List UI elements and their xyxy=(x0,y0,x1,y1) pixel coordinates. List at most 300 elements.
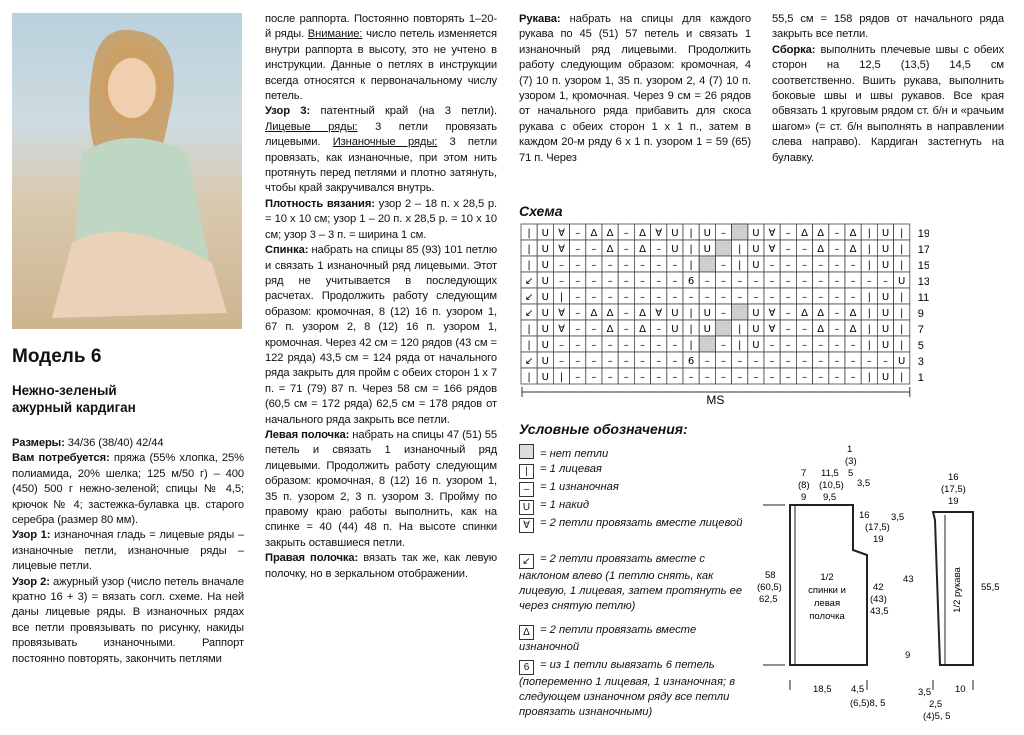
chart-symbol: – xyxy=(721,356,726,367)
chart-symbol: – xyxy=(769,340,775,351)
chart-symbol: U xyxy=(541,308,549,319)
chart-symbol: – xyxy=(721,260,726,271)
chart-symbol: – xyxy=(623,340,629,351)
uzor3-label: Узор 3: xyxy=(265,105,311,118)
chart-symbol: – xyxy=(834,228,840,239)
chart-symbol: – xyxy=(834,372,840,383)
chart-symbol: ↙ xyxy=(524,308,534,319)
dim-9: 9 xyxy=(905,650,911,661)
chart-symbol: – xyxy=(640,260,645,271)
need-value: пряжа (55% хлопка, 25% полиамида, 20% шелка; 125 м/50 г) – 400 (450) 500 г нежно-зеленой; спицы № 4,5; крючок № 4; застежка-булавка цв. старого серебра (размер 80 мм). xyxy=(12,452,244,527)
ms-label: MS xyxy=(706,393,725,407)
chart-symbol: | xyxy=(559,372,564,383)
sizes-value: 34/36 (38/40) 42/44 xyxy=(64,437,164,449)
chart-symbol: | xyxy=(689,260,693,271)
chart-symbol: U xyxy=(881,244,890,255)
chart-row-number: 19 xyxy=(917,228,929,240)
chart-symbol: U xyxy=(898,356,906,367)
chart-symbol: Δ xyxy=(590,228,598,239)
dim-r-16: 16 xyxy=(948,472,959,483)
dim-top-105: (10,5) xyxy=(819,480,844,491)
dim-top-9: 9 xyxy=(801,492,807,503)
chart-row-number: 3 xyxy=(917,356,924,368)
chart-symbol: – xyxy=(672,340,678,351)
chart-symbol: U xyxy=(541,324,549,335)
chart-symbol: U xyxy=(881,372,890,383)
chart-symbol: – xyxy=(688,372,694,383)
chart-symbol: Δ xyxy=(639,244,646,255)
density-value: узор 2 – 18 п. х 28,5 р. = 10 х 10 см; узор 1 – 20 п. х 28,5 р. = 10 х 10 см; узор 3 – 3 п. = ширина 1 см. xyxy=(265,197,497,241)
chart-symbol: | xyxy=(559,292,564,303)
chart-symbol: – xyxy=(607,372,613,383)
chart-symbol: – xyxy=(721,340,726,351)
dim-s-175: (17,5) xyxy=(865,522,890,533)
chart-symbol: – xyxy=(559,276,564,287)
chart-symbol: – xyxy=(656,340,662,351)
uzor1-value: изнаночная гладь = лицевые ряды – изнаночные петли, изнаночные ряды – лицевые петли. xyxy=(12,529,244,573)
chart-symbol: – xyxy=(575,372,581,383)
model-photo xyxy=(12,13,242,329)
subtitle-line-1: Нежно-зеленый xyxy=(12,383,117,398)
garment-schematic xyxy=(755,440,1015,730)
chart-symbol: U xyxy=(752,244,760,255)
chart-symbol: – xyxy=(834,244,840,255)
chart-symbol: Δ xyxy=(817,324,825,335)
chart-symbol: – xyxy=(575,356,581,367)
column-4 xyxy=(772,12,1004,166)
chart-symbol: – xyxy=(753,372,759,383)
chart-symbol: Δ xyxy=(849,308,857,319)
dim-65-8-5: (6,5)8, 5 xyxy=(850,698,886,709)
chart-symbol: – xyxy=(785,324,791,335)
chart-symbol: – xyxy=(850,372,856,383)
chart-symbol: U xyxy=(541,340,549,351)
chart-symbol: – xyxy=(672,356,678,367)
chart-symbol: ∀ xyxy=(558,324,565,335)
chart-symbol: | xyxy=(689,324,693,335)
chart-symbol: – xyxy=(834,356,840,367)
chart-symbol: – xyxy=(785,228,791,239)
chart-symbol: – xyxy=(850,260,856,271)
chart-symbol: – xyxy=(575,276,581,287)
legend-text: = 1 изнаночная xyxy=(540,481,619,493)
subtitle-line-2: ажурный кардиган xyxy=(12,400,136,415)
chart-symbol: U xyxy=(541,372,549,383)
chart-symbol: | xyxy=(867,308,871,319)
chart-symbol: – xyxy=(591,340,597,351)
chart-row-number: 13 xyxy=(917,276,929,288)
chart-symbol: – xyxy=(656,292,662,303)
chart-symbol: Δ xyxy=(639,228,646,239)
chart-symbol: – xyxy=(769,292,775,303)
chart-symbol: ∀ xyxy=(768,324,776,335)
chart-symbol: – xyxy=(802,244,807,255)
no-stitch-cell xyxy=(732,304,748,320)
chart-symbol: – xyxy=(850,356,856,367)
chart-symbol: Δ xyxy=(801,308,808,319)
chart-symbol: – xyxy=(818,340,824,351)
chart-symbol: Δ xyxy=(817,228,825,239)
chart-symbol: – xyxy=(704,356,710,367)
chart-symbol: – xyxy=(591,372,597,383)
chart-symbol: ∀ xyxy=(655,308,663,319)
chart-symbol: – xyxy=(721,276,726,287)
schema-title: Схема xyxy=(519,203,563,219)
chart-symbol: | xyxy=(689,308,693,319)
chart-symbol: – xyxy=(607,292,613,303)
chart-symbol: – xyxy=(802,356,807,367)
chart-symbol: U xyxy=(541,292,549,303)
chart-symbol: – xyxy=(802,372,807,383)
chart-symbol: – xyxy=(623,260,629,271)
chart-row-number: 15 xyxy=(917,260,929,272)
chart-symbol: – xyxy=(672,372,678,383)
col4-p1: 55,5 см = 158 рядов от начального ряда закрыть все петли. xyxy=(772,13,1004,41)
chart-symbol: | xyxy=(900,292,904,303)
chart-symbol: | xyxy=(738,340,742,351)
model-title: Модель 6 xyxy=(12,346,102,367)
chart-symbol: U xyxy=(671,324,679,335)
legend-text: = 1 накид xyxy=(540,499,590,511)
chart-symbol: ∀ xyxy=(655,228,663,239)
chart-symbol: U xyxy=(752,228,760,239)
chart-row-number: 9 xyxy=(917,308,924,320)
chart-symbol: ∀ xyxy=(768,244,776,255)
chart-symbol: – xyxy=(656,276,662,287)
chart-symbol: ↙ xyxy=(524,276,534,287)
chart-symbol: – xyxy=(737,356,743,367)
chart-symbol: – xyxy=(753,292,759,303)
knit-icon: | xyxy=(519,464,534,479)
chart-symbol: – xyxy=(656,324,662,335)
chart-symbol: | xyxy=(900,324,904,335)
chart-symbol: – xyxy=(721,372,726,383)
attention-label: Внимание: xyxy=(307,28,363,41)
chart-symbol: – xyxy=(640,292,645,303)
chart-symbol: – xyxy=(559,356,564,367)
no-stitch-cell xyxy=(699,336,715,352)
chart-symbol: – xyxy=(640,356,645,367)
chart-symbol: U xyxy=(671,308,679,319)
chart-symbol: – xyxy=(591,324,597,335)
chart-symbol: U xyxy=(541,356,549,367)
col2-p1b: число петель изменяется внутри раппорта в высоту, это не учтено в инструкции. Данные о петлях в инструкции всегда относятся к первоначальному числу петель. xyxy=(265,28,497,103)
chart-symbol: | xyxy=(900,372,904,383)
legend-item-purl xyxy=(519,480,749,497)
no-stitch-cell xyxy=(699,256,715,272)
chart-symbol: – xyxy=(834,276,840,287)
chart-symbol: – xyxy=(721,308,726,319)
chart-symbol: | xyxy=(900,244,904,255)
chart-symbol: – xyxy=(623,308,629,319)
chart-symbol: – xyxy=(818,276,824,287)
chart-symbol: – xyxy=(769,260,775,271)
chart-symbol: – xyxy=(640,276,645,287)
chart-symbol: U xyxy=(752,340,760,351)
chart-row-number: 5 xyxy=(917,340,924,352)
assembly-value: выполнить плечевые швы с обеих сторон на 12,5 (13,5) 14,5 см соответственно. Вшить рукава, выполнить боковые швы и швы рукавов. Все края обвязать 1 круговым рядом ст. б/н и «рачьим шагом» (= ст. б/н выполнять в направлении слева направо). Кардиган застегнуть на булавку. xyxy=(772,43,1004,164)
chart-symbol: U xyxy=(752,260,760,271)
sizes-label: Размеры: xyxy=(12,437,65,449)
chart-symbol: U xyxy=(898,276,906,287)
need-label: Вам потребуется: xyxy=(12,452,110,465)
chart-symbol: – xyxy=(623,228,629,239)
dim-top-7: 7 xyxy=(801,468,807,479)
chart-symbol: U xyxy=(671,228,679,239)
body-label-2: спинки и xyxy=(808,585,846,596)
back-label: Спинка: xyxy=(265,244,309,257)
dim-435: 43,5 xyxy=(870,606,889,617)
dim-58: 58 xyxy=(765,570,776,581)
chart-symbol: – xyxy=(834,260,840,271)
chart-symbol: – xyxy=(623,292,629,303)
chart-symbol: ∀ xyxy=(558,244,565,255)
column-2 xyxy=(265,12,497,582)
sleeves-value: набрать на спицы для каждого рукава по 45 (51) 57 петель и связать 1 изнаночный ряд лицевыми. Продолжить работу следующим образом: кромочная, 4 (7) 10 п. узором 1, 35 п. узором 2, 4 (7) 10 п. узором 1, кромочная. Через 9 см = 26 рядов от начального ряда прибавить для скоса рукава с обеих сторон 1 х 1 п., затем в каждом 20-м ряду 6 х 1 п. узором 1 = 59 (65) 71 п. Через xyxy=(519,13,751,164)
chart-symbol: – xyxy=(704,276,710,287)
back-rows-value: 3 петли провязать, как изнаночные, при этом нить протянуть перед петлями и плотно затянуть, чтобы край закручивался внутрь. xyxy=(265,136,497,195)
chart-symbol: – xyxy=(883,276,888,287)
chart-symbol: – xyxy=(785,340,791,351)
chart-symbol: – xyxy=(834,324,840,335)
chart-symbol: – xyxy=(850,340,856,351)
chart-symbol: – xyxy=(737,372,743,383)
chart-symbol: – xyxy=(769,356,775,367)
dim-sl-10: 10 xyxy=(955,684,966,695)
ssk-icon: ↙ xyxy=(519,554,534,569)
chart-symbol: – xyxy=(802,260,807,271)
chart-symbol: – xyxy=(640,372,645,383)
legend-item-p2tog xyxy=(519,623,749,655)
chart-symbol: ↙ xyxy=(524,356,534,367)
chart-symbol: – xyxy=(866,356,872,367)
chart-symbol: – xyxy=(866,276,872,287)
legend-title: Условные обозначения: xyxy=(519,421,688,437)
chart-symbol: – xyxy=(834,340,840,351)
chart-symbol: – xyxy=(769,372,775,383)
chart-symbol: Δ xyxy=(639,308,646,319)
purl-icon: – xyxy=(519,482,534,497)
chart-symbol: – xyxy=(607,356,613,367)
chart-symbol: | xyxy=(527,260,531,271)
chart-symbol: – xyxy=(575,340,581,351)
chart-row-number: 1 xyxy=(917,372,924,384)
left-front-label: Левая полочка: xyxy=(265,428,350,441)
chart-symbol: – xyxy=(672,292,678,303)
no-stitch-cell xyxy=(715,240,731,256)
body-label-1: 1/2 xyxy=(820,572,834,583)
chart-symbol: Δ xyxy=(817,308,825,319)
chart-symbol: | xyxy=(867,228,871,239)
chart-symbol: | xyxy=(738,244,742,255)
chart-symbol: – xyxy=(656,244,662,255)
chart-symbol: | xyxy=(867,372,871,383)
chart-symbol: – xyxy=(623,244,629,255)
chart-symbol: – xyxy=(785,356,791,367)
chart-symbol: | xyxy=(867,340,871,351)
chart-symbol: – xyxy=(802,292,807,303)
legend-text: = из 1 петли вывязать 6 петель (попеременно 1 лицевая, 1 изнаночная; в следующем изнаночном ряду все петли провязать изнаночными) xyxy=(519,659,736,718)
chart-symbol: Δ xyxy=(849,324,857,335)
chart-symbol: – xyxy=(883,356,888,367)
chart-symbol: – xyxy=(737,276,743,287)
chart-symbol: – xyxy=(575,244,581,255)
dim-605: (60,5) xyxy=(757,582,782,593)
chart-symbol: – xyxy=(818,292,824,303)
chart-symbol: – xyxy=(802,324,807,335)
left-front-value: набрать на спицы 47 (51) 55 петель и связать 1 изнаночный ряд лицевыми. Продолжить работу следующим образом: кромочная, 8 (12) 16 п. узором 1, 35 п. узором 2, 3 п. узором 3. Пройму по правому краю работы выполнить, как на спинке = 40 (44) 48 п. На высоте спинки закрыть оставшиеся петли. xyxy=(265,428,497,549)
legend-text: = 2 петли провязать вместе лицевой xyxy=(540,517,743,529)
chart-symbol: ∀ xyxy=(558,308,565,319)
chart-symbol: | xyxy=(867,292,871,303)
chart-symbol: – xyxy=(818,356,824,367)
chart-symbol: – xyxy=(623,356,629,367)
right-front-value: вязать так же, как левую полочку, но в зеркальном отображении. xyxy=(265,552,498,580)
dim-top-95: 9,5 xyxy=(823,492,837,503)
chart-symbol: | xyxy=(867,324,871,335)
chart-symbol: U xyxy=(703,308,711,319)
dim-43a: (43) xyxy=(870,594,887,605)
six-from-one-icon: 6 xyxy=(519,660,534,675)
legend-item-ssk xyxy=(519,552,749,614)
sleeves-label: Рукава: xyxy=(519,13,561,25)
chart-symbol: – xyxy=(575,260,581,271)
chart-symbol: Δ xyxy=(590,308,598,319)
right-front-label: Правая полочка: xyxy=(265,552,359,565)
chart-symbol: – xyxy=(785,244,791,255)
chart-symbol: U xyxy=(703,244,711,255)
legend-text: = 2 петли провязать вместе изнаночной xyxy=(519,624,697,653)
chart-symbol: – xyxy=(737,292,743,303)
density-label: Плотность вязания: xyxy=(265,197,375,210)
chart-symbol: – xyxy=(688,292,694,303)
chart-symbol: – xyxy=(818,372,824,383)
chart-symbol: ∀ xyxy=(768,308,776,319)
uzor3-value: патентный край (на 3 петли). xyxy=(310,105,497,118)
chart-symbol: – xyxy=(785,372,791,383)
chart-symbol: Δ xyxy=(801,228,808,239)
chart-symbol: – xyxy=(785,292,791,303)
knitting-chart xyxy=(519,222,929,407)
chart-symbol: – xyxy=(559,260,564,271)
uzor1-label: Узор 1: xyxy=(12,529,51,542)
sleeve-label: 1/2 рукава xyxy=(952,567,963,613)
dim-45: 4,5 xyxy=(851,684,865,695)
chart-symbol: – xyxy=(607,260,613,271)
chart-symbol: | xyxy=(738,260,742,271)
dim-185: 18,5 xyxy=(813,684,832,695)
dim-top-35: 3,5 xyxy=(857,478,871,489)
chart-symbol: U xyxy=(703,324,711,335)
dim-sl-45-5: (4)5, 5 xyxy=(923,711,951,722)
dim-top-3: (3) xyxy=(845,456,857,467)
legend-item-knit xyxy=(519,462,749,479)
chart-symbol: – xyxy=(591,276,597,287)
chart-symbol: Δ xyxy=(849,228,857,239)
chart-symbol: – xyxy=(640,340,645,351)
chart-symbol: – xyxy=(656,260,662,271)
chart-symbol: | xyxy=(527,244,531,255)
chart-symbol: – xyxy=(591,356,597,367)
p2tog-icon: Δ xyxy=(519,625,534,640)
chart-symbol: – xyxy=(785,308,791,319)
legend-item-six-from-one xyxy=(519,658,749,720)
chart-symbol: – xyxy=(850,292,856,303)
dim-r-35: 3,5 xyxy=(891,512,905,523)
no-stitch-cell xyxy=(715,320,731,336)
chart-symbol: Δ xyxy=(606,244,614,255)
legend-item-no-stitch xyxy=(519,444,749,462)
uzor2-label: Узор 2: xyxy=(12,575,50,588)
uzor2-value: ажурный узор (число петель вначале кратно 16 + 3) = вязать согл. схеме. На ней даны лицевые ряды. В изнаночных рядах все петли провязывать по рисунку, накиды провязывать изнаночными. Раппорт постоянно повторять, закончить петлями xyxy=(12,575,244,665)
chart-symbol: – xyxy=(607,340,613,351)
chart-symbol: – xyxy=(785,260,791,271)
front-rows-value: 3 петли провязать лицевыми. xyxy=(265,120,497,149)
dim-s-19: 19 xyxy=(873,534,884,545)
chart-symbol: – xyxy=(623,324,629,335)
chart-symbol: U xyxy=(881,324,890,335)
chart-symbol: U xyxy=(752,308,760,319)
chart-symbol: U xyxy=(541,276,549,287)
yarn-over-icon: U xyxy=(519,500,534,515)
chart-row-number: 17 xyxy=(917,244,929,256)
model-subtitle xyxy=(12,382,136,416)
dim-top-1: 1 xyxy=(847,444,853,455)
chart-symbol: | xyxy=(900,228,904,239)
chart-symbol: – xyxy=(753,276,759,287)
legend-text: = нет петли xyxy=(540,448,609,460)
chart-symbol: – xyxy=(575,292,581,303)
back-value: набрать на спицы 85 (93) 101 петлю и связать 1 изнаночный ряд лицевыми. Этот ряд не учитывается в последующих расчетах. Продолжить работу следующим образом: кромочная, 8 (12) 16 п. узором 1, 67 п. узором 2, 8 (12) 16 п. узором 1, кромочная. Через 42 см = 120 рядов (43 см = 122 ряда) 43,5 см = 124 ряда от начального ряда закрыть для пройм с обеих сторон 1 х 7 п. = 71 (79) 87 п. Через 58 см = 166 рядов (60,5 см = 172 ряда) 62,5 см = 178 рядов от начального ряда закрыть все петли. xyxy=(265,244,497,426)
chart-symbol: | xyxy=(867,260,871,271)
chart-symbol: 6 xyxy=(687,356,695,367)
chart-symbol: – xyxy=(591,244,597,255)
body-label-4: полочка xyxy=(809,611,845,622)
legend-text: = 1 лицевая xyxy=(540,463,602,475)
chart-row-number: 7 xyxy=(917,324,924,336)
chart-symbol: – xyxy=(834,308,840,319)
chart-symbol: – xyxy=(575,308,581,319)
no-stitch-icon xyxy=(519,444,534,459)
dim-43: 43 xyxy=(903,574,914,585)
dim-top-5: 5 xyxy=(848,468,854,479)
chart-row-number: 11 xyxy=(917,292,929,304)
legend-text: = 2 петли провязать вместе с наклоном влево (1 петлю снять, как лицевую, 1 лицевая, затем протянуть ее через снятую петлю) xyxy=(519,553,743,612)
chart-symbol: Δ xyxy=(606,324,614,335)
column-3 xyxy=(519,12,751,166)
chart-symbol: U xyxy=(881,292,890,303)
chart-symbol: – xyxy=(672,260,678,271)
chart-symbol: – xyxy=(704,372,710,383)
chart-symbol: – xyxy=(850,276,856,287)
chart-symbol: – xyxy=(656,372,662,383)
chart-symbol: | xyxy=(689,228,693,239)
chart-symbol: | xyxy=(900,340,904,351)
chart-symbol: – xyxy=(818,260,824,271)
chart-symbol: – xyxy=(623,372,629,383)
chart-symbol: – xyxy=(802,276,807,287)
dim-sl-35: 3,5 xyxy=(918,687,932,698)
dim-top-8: (8) xyxy=(798,480,810,491)
chart-symbol: – xyxy=(704,292,710,303)
chart-symbol: – xyxy=(575,228,581,239)
chart-symbol: U xyxy=(541,244,549,255)
chart-symbol: – xyxy=(753,356,759,367)
legend-item-k2tog xyxy=(519,516,749,533)
chart-symbol: – xyxy=(559,340,564,351)
legend-item-yarn-over xyxy=(519,498,749,515)
chart-symbol: – xyxy=(769,276,775,287)
